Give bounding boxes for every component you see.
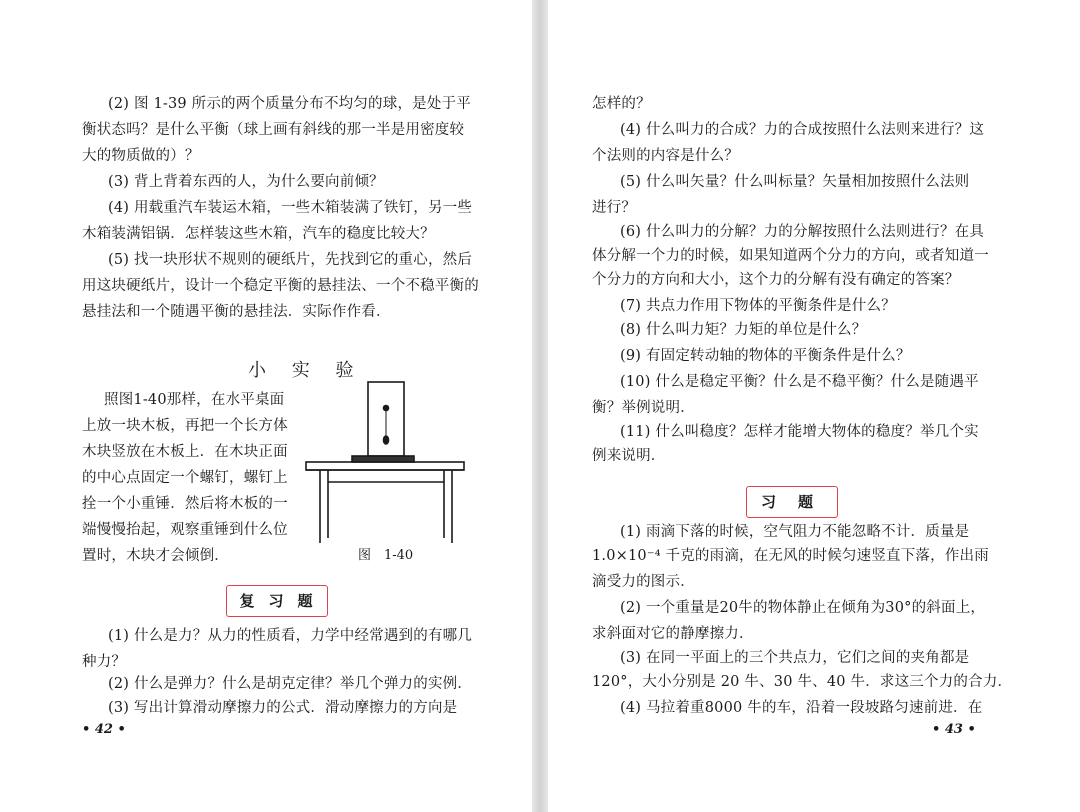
board — [352, 456, 414, 462]
text-line: (8) 什么叫力矩？力矩的单位是什么？ — [620, 322, 867, 338]
exercise-heading: 习题 — [746, 486, 838, 518]
text-line: (10) 什么是稳定平衡？什么是不稳平衡？什么是随遇平 — [620, 374, 979, 390]
text-line: (6) 什么叫力的分解？力的分解按照什么法则进行？在具 — [620, 224, 985, 240]
right-page — [548, 0, 1080, 812]
text-line: 怎样的？ — [592, 96, 651, 112]
page-number: • 43 • — [932, 722, 976, 737]
text-line: 例来说明． — [592, 448, 666, 464]
exercise-line: 1.0×10⁻⁴ 千克的雨滴，在无风的时候匀速竖直下落，作出雨 — [592, 548, 989, 564]
text-line: 木箱装满铝锅．怎样装这些木箱，汽车的稳度比较大？ — [82, 226, 435, 242]
exercise-line: (2) 一个重量是20牛的物体静止在倾角为30°的斜面上， — [620, 600, 986, 616]
experiment-line: 端慢慢抬起，观察重锤到什么位 — [82, 522, 288, 538]
review-line: 种力？ — [82, 654, 127, 670]
text-line: (4) 什么叫力的合成？力的合成按照什么法则来进行？这 — [620, 122, 985, 138]
text-line: (3) 背上背着东西的人，为什么要向前倾？ — [108, 174, 384, 190]
figure-caption: 图 1-40 — [358, 548, 414, 563]
text-line: (2) 图 1-39 所示的两个质量分布不均匀的球，是处于平 — [108, 96, 471, 112]
exercise-line: 滴受力的图示． — [592, 574, 695, 590]
exercise-line: (3) 在同一平面上的三个共点力，它们之间的夹角都是 — [620, 650, 970, 666]
text-line: (11) 什么叫稳度？怎样才能增大物体的稳度？举几个实 — [620, 424, 979, 440]
experiment-line: 置时，木块才会倾倒． — [82, 548, 229, 564]
screw — [384, 406, 389, 411]
experiment-line: 上放一块木板，再把一个长方体 — [82, 418, 288, 434]
left-page — [0, 0, 532, 812]
experiment-heading: 小 实 验 — [248, 360, 364, 381]
experiment-line: 的中心点固定一个螺钉，螺钉上 — [82, 470, 288, 486]
text-line: 大的物质做的）？ — [82, 148, 200, 164]
text-line: (9) 有固定转动轴的物体的平衡条件是什么？ — [620, 348, 911, 364]
page-number: • 42 • — [82, 722, 126, 737]
text-line: 用这块硬纸片，设计一个稳定平衡的悬挂法、一个不稳平衡的 — [82, 278, 479, 294]
text-line: 悬挂法和一个随遇平衡的悬挂法．实际作作看． — [82, 304, 391, 320]
review-line: (2) 什么是弹力？什么是胡克定律？举几个弹力的实例． — [108, 676, 473, 692]
text-line: 体分解一个力的时候，如果知道两个分力的方向，或者知道一 — [592, 248, 989, 264]
figure-1-40-table-illustration — [300, 378, 470, 553]
experiment-line: 木块竖放在木板上．在木块正面 — [82, 444, 288, 460]
text-line: (7) 共点力作用下物体的平衡条件是什么？ — [620, 298, 896, 314]
text-line: 个法则的内容是什么？ — [592, 148, 739, 164]
text-line: 衡？举例说明． — [592, 400, 695, 416]
text-line: 个分力的方向和大小，这个力的分解有没有确定的答案？ — [592, 272, 960, 288]
review-line: (3) 写出计算滑动摩擦力的公式．滑动摩擦力的方向是 — [108, 700, 458, 716]
text-line: 衡状态吗？是什么平衡（球上画有斜线的那一半是用密度较 — [82, 122, 465, 138]
weight — [384, 436, 389, 444]
exercise-line: 求斜面对它的静摩擦力． — [592, 626, 754, 642]
text-line: 进行？ — [592, 200, 637, 216]
table-top — [306, 462, 464, 470]
exercise-line: (1) 雨滴下落的时候，空气阻力不能忽略不计．质量是 — [620, 524, 970, 540]
exercise-line: 120°，大小分别是 20 牛、30 牛、40 牛．求这三个力的合力． — [592, 674, 1013, 690]
experiment-line: 拴一个小重锤．然后将木板的一 — [82, 496, 288, 512]
exercise-line: (4) 马拉着重8000 牛的车，沿着一段坡路匀速前进．在 — [620, 700, 983, 716]
review-heading: 复习题 — [226, 585, 328, 617]
experiment-line: 照图1-40那样，在水平桌面 — [104, 392, 285, 408]
text-line: (4) 用载重汽车装运木箱，一些木箱装满了铁钉，另一些 — [108, 200, 473, 216]
text-line: (5) 什么叫矢量？什么叫标量？矢量相加按照什么法则 — [620, 174, 970, 190]
text-line: (5) 找一块形状不规则的硬纸片，先找到它的重心，然后 — [108, 252, 473, 268]
review-line: (1) 什么是力？从力的性质看，力学中经常遇到的有哪几 — [108, 628, 473, 644]
page-gutter — [532, 0, 548, 812]
